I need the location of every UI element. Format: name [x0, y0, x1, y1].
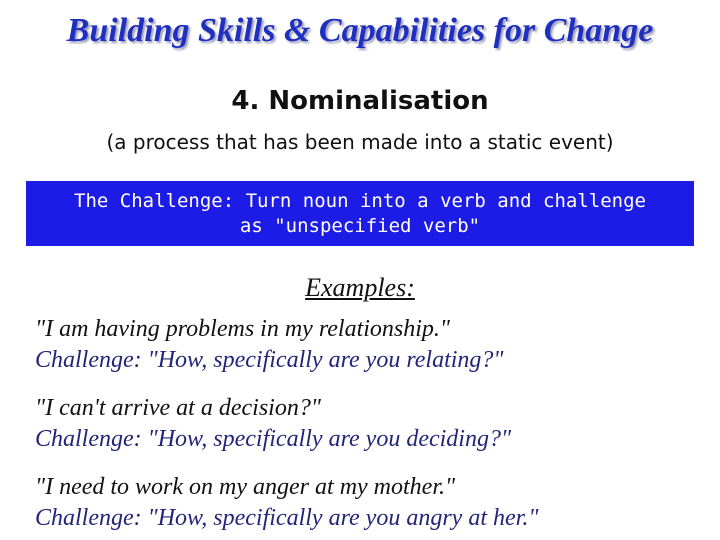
example-item: [35, 314, 705, 376]
example-item: [35, 472, 705, 534]
challenge-box-line-2: as "unspecified verb": [239, 214, 481, 237]
slide-title: Building Skills & Capabilities for Change: [66, 12, 654, 49]
challenge-box: [26, 181, 694, 246]
example-statement: "I need to work on my anger at my mother.": [35, 474, 456, 500]
example-statement: "I can't arrive at a decision?": [35, 395, 321, 421]
section-heading: 4. Nominalisation: [231, 86, 489, 116]
example-challenge: Challenge: "How, specifically are you deciding?": [35, 426, 512, 452]
example-statement: "I am having problems in my relationship.": [35, 316, 451, 342]
challenge-box-line-1: The Challenge: Turn noun into a verb and challenge: [74, 189, 646, 212]
example-challenge: Challenge: "How, specifically are you angry at her.": [35, 505, 539, 531]
definition-text: (a process that has been made into a static event): [106, 130, 614, 154]
example-challenge: Challenge: "How, specifically are you relating?": [35, 347, 504, 373]
example-item: [35, 393, 705, 455]
examples-heading: Examples:: [305, 273, 415, 302]
